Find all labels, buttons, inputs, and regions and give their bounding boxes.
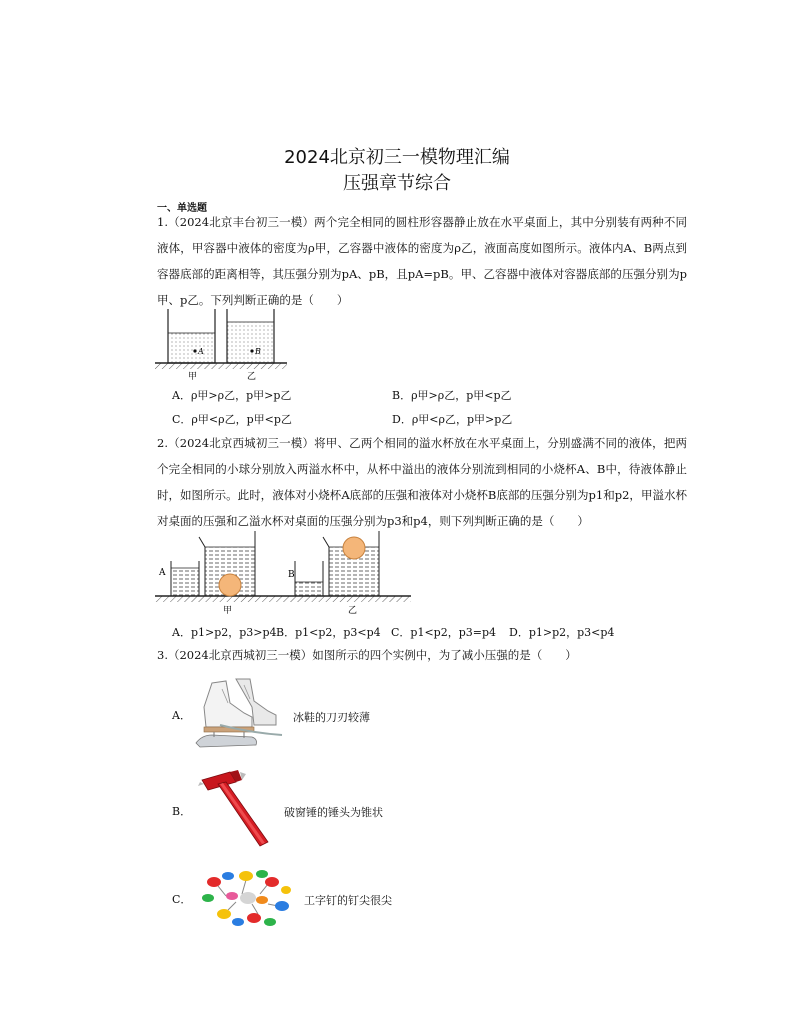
q3-option-a-caption: 冰鞋的刀刃较薄 (293, 711, 370, 724)
q1-option-c[interactable]: C．ρ甲<ρ乙，p甲<p乙 (172, 413, 292, 426)
q1-stem: 1.（2024北京丰台初三一模）两个完全相同的圆柱形容器静止放在水平桌面上，其中分别装有两种不同液体，甲容器中液体的密度为ρ甲，乙容器中液体的密度为ρ乙，液面高度如图所示。液体内A、B两点到容器底部的距离相等，其压强分别为pA、pB，且pA=pB。甲、乙容器中液体对容器底部的压强分别为p甲、p乙。下列判断正确的是（ ） (157, 215, 687, 307)
q2-label-yi: 乙 (348, 606, 358, 616)
safety-hammer-icon (196, 770, 280, 850)
q1-point-a: A (198, 347, 204, 356)
q2-cup-a: A (159, 568, 166, 578)
q2-option-b[interactable]: B．p1<p2，p3<p4 (276, 626, 381, 639)
q2-ball-jia (219, 574, 241, 596)
ice-skate-icon (192, 677, 284, 755)
q1-figure (155, 305, 295, 383)
q2-option-d[interactable]: D．p1>p2，p3<p4 (509, 626, 615, 639)
q1-option-a[interactable]: A．ρ甲>ρ乙，p甲>p乙 (172, 389, 292, 402)
q2-label-jia: 甲 (223, 606, 233, 616)
page-title: 2024北京初三一模物理汇编 (284, 147, 510, 168)
q1-option-d[interactable]: D．ρ甲<ρ乙，p甲>p乙 (392, 413, 513, 426)
q3-stem: 3.（2024北京西城初三一模）如图所示的四个实例中，为了减小压强的是（ ） (157, 648, 577, 662)
q3-option-b-letter[interactable]: B． (172, 805, 192, 818)
q1-label-yi: 乙 (247, 372, 257, 382)
page-subtitle: 压强章节综合 (343, 173, 451, 194)
q3-option-b-caption: 破窗锤的锤头为锥状 (284, 806, 383, 819)
section-heading: 一、单选题 (157, 203, 207, 214)
q3-option-a-letter[interactable]: A． (172, 709, 191, 722)
q1-label-jia: 甲 (188, 372, 198, 382)
q2-stem: 2.（2024北京西城初三一模）将甲、乙两个相同的溢水杯放在水平桌面上，分别盛满不同的液体，把两个完全相同的小球分别放入两溢水杯中，从杯中溢出的液体分别流到相同的小烧杯A、B中，待液体静止时，如图所示。此时，液体对小烧杯A底部的压强和液体对小烧杯B底部的压强分别为p1和p2，甲溢水杯对桌面的压强和乙溢水杯对桌面的压强分别为p3和p4，则下列判断正确的是（ ） (157, 436, 687, 528)
q2-figure (155, 525, 415, 617)
q1-liquid-yi (227, 322, 274, 363)
q3-option-c-caption: 工字钉的钉尖很尖 (304, 894, 392, 907)
q1-option-b[interactable]: B．ρ甲>ρ乙，p甲<p乙 (392, 389, 512, 402)
q2-ball-yi (343, 537, 365, 559)
q3-option-c-letter[interactable]: C． (172, 893, 192, 906)
q2-option-c[interactable]: C．p1<p2，p3=p4 (391, 626, 497, 639)
q1-liquid-jia (168, 333, 215, 363)
q1-point-b: B (255, 347, 261, 356)
q2-cup-b: B (288, 570, 295, 580)
push-pins-icon (198, 866, 298, 936)
q2-option-a[interactable]: A．p1>p2，p3>p4 (172, 626, 277, 639)
